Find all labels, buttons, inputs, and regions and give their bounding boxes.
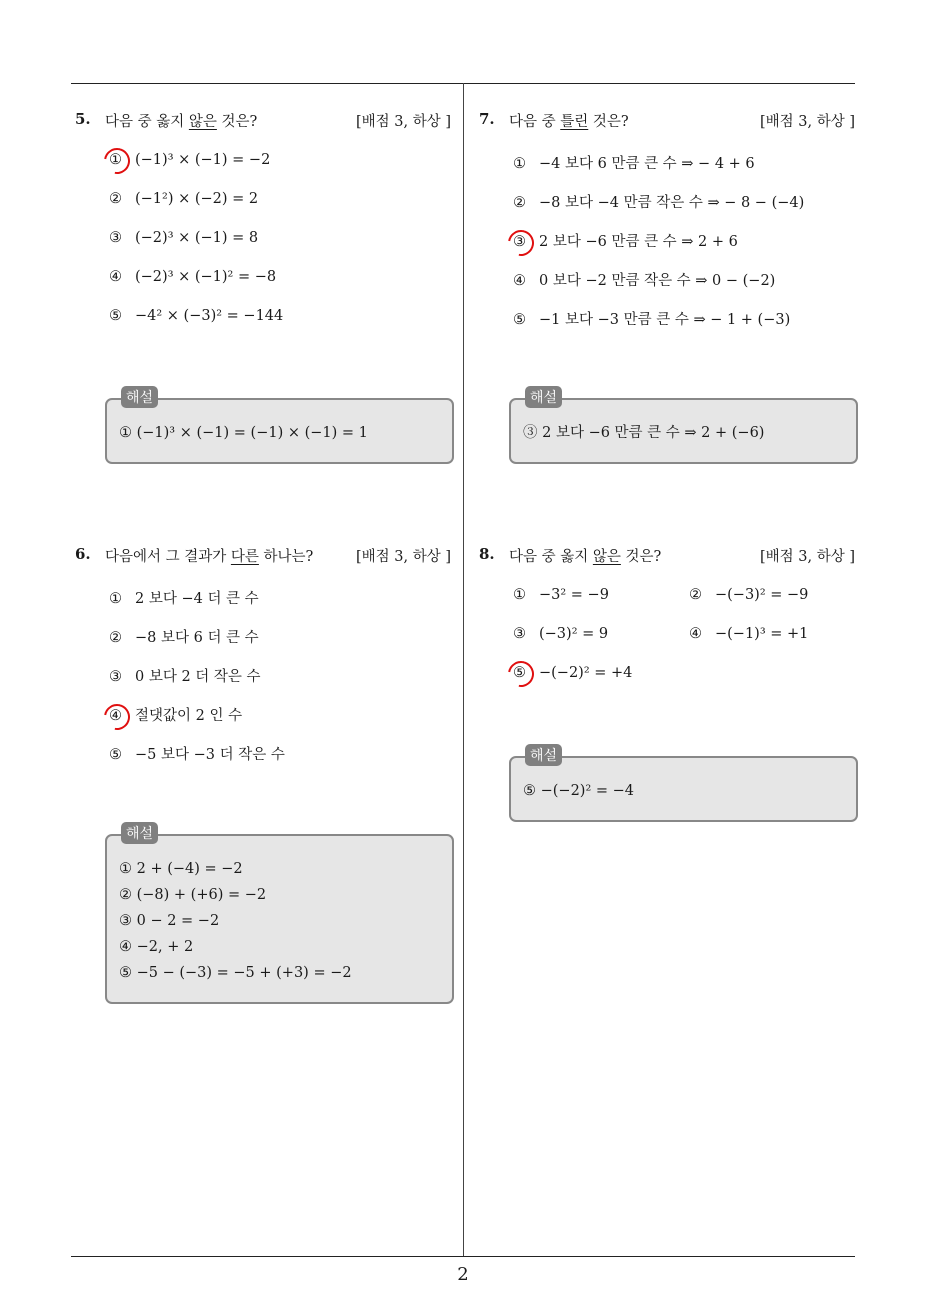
choice-number-glyph: ③: [513, 626, 526, 642]
question-keyword: 다른: [230, 549, 259, 565]
choice-number: [513, 156, 539, 172]
choice-number-glyph: ④: [109, 269, 122, 285]
solution-label: 해설: [525, 386, 562, 408]
choice-option[interactable]: [109, 191, 258, 207]
question-text: [105, 110, 257, 131]
choice-number-glyph: ④: [513, 273, 526, 289]
choice-option[interactable]: [689, 626, 808, 642]
choice-text: (−3)² = 9: [539, 626, 609, 642]
solution-box: [509, 748, 858, 822]
choice-option[interactable]: [109, 230, 258, 246]
choice-number: [109, 747, 135, 763]
problem-header: [75, 545, 457, 569]
choice-text: −(−2)² = +4: [539, 665, 633, 681]
solution-line: ① (−1)³ × (−1) = (−1) × (−1) = 1: [119, 425, 368, 441]
problem-number: 8.: [479, 545, 495, 563]
question-text: [105, 545, 313, 566]
question-text-pre: 다음 중 옳지: [509, 549, 593, 565]
choice-number-glyph: ②: [513, 195, 526, 211]
choice-option[interactable]: [513, 191, 804, 212]
question-text-pre: 다음에서 그 결과가: [105, 549, 231, 565]
choice-number-glyph: ⑤: [513, 665, 526, 681]
question-text-post: 것은?: [216, 114, 258, 130]
choice-option[interactable]: [109, 308, 283, 324]
choice-number: [109, 591, 135, 607]
solution-box: [105, 390, 454, 464]
choice-number: [109, 269, 135, 285]
problem-header: [479, 545, 861, 569]
answer-circle-mark: [99, 699, 135, 735]
choice-number: [513, 273, 539, 289]
choice-text: (−2)³ × (−1) = 8: [135, 230, 259, 246]
choice-option[interactable]: [109, 704, 242, 725]
column-divider: [463, 83, 464, 1257]
question-keyword: 틀린: [560, 114, 589, 130]
choice-number: [513, 626, 539, 642]
choice-text: 2 보다 −4 더 큰 수: [135, 591, 259, 607]
question-text-post: 하나는?: [258, 549, 314, 565]
choice-text: 2 보다 −6 만큼 큰 수 ⇒ 2 + 6: [539, 234, 738, 250]
choice-number-glyph: ⑤: [109, 747, 122, 763]
choice-number-glyph: ①: [513, 156, 526, 172]
choice-option[interactable]: [109, 152, 270, 168]
choice-option[interactable]: [109, 743, 285, 764]
solution-line: ① 2 + (−4) = −2: [119, 861, 243, 877]
choice-option[interactable]: [109, 587, 259, 608]
solution-content: [511, 400, 856, 456]
choice-number: [109, 630, 135, 646]
score-label: [배점 3, 하상 ]: [355, 549, 451, 565]
choice-number-glyph: ③: [109, 230, 122, 246]
choice-option[interactable]: [513, 152, 755, 173]
choice-text: −4 보다 6 만큼 큰 수 ⇒ − 4 + 6: [539, 156, 755, 172]
choice-number-glyph: ②: [689, 587, 702, 603]
choice-text: −(−1)³ = +1: [715, 626, 809, 642]
choice-option[interactable]: [109, 269, 276, 285]
choice-option[interactable]: [109, 665, 261, 686]
choice-text: (−1)³ × (−1) = −2: [135, 152, 271, 168]
choice-option[interactable]: [513, 269, 775, 290]
solution-box: [105, 826, 454, 1004]
question-text-pre: 다음 중 옳지: [105, 114, 189, 130]
solution-content: [107, 400, 452, 456]
page-number: 2: [457, 1264, 469, 1285]
choice-number-glyph: ③: [109, 669, 122, 685]
choice-number-glyph: ④: [689, 626, 702, 642]
score-label: [배점 3, 하상 ]: [759, 549, 855, 565]
choice-text: −4² × (−3)² = −144: [135, 308, 284, 324]
solution-box: [509, 390, 858, 464]
choice-text: (−2)³ × (−1)² = −8: [135, 269, 277, 285]
problem-5: [75, 110, 457, 550]
choice-number: [513, 195, 539, 211]
choice-option[interactable]: [513, 587, 609, 603]
choice-number-glyph: ①: [109, 152, 122, 168]
answer-circle-mark: [503, 656, 539, 692]
score-label: [배점 3, 하상 ]: [355, 114, 451, 130]
score-label: [배점 3, 하상 ]: [759, 114, 855, 130]
choice-number: [109, 152, 135, 168]
choice-option[interactable]: [513, 308, 790, 329]
choice-text: −8 보다 −4 만큼 작은 수 ⇒ − 8 − (−4): [539, 195, 805, 211]
choice-number: [109, 708, 135, 724]
bottom-rule: [71, 1256, 855, 1257]
question-text-pre: 다음 중: [509, 114, 561, 130]
choice-number: [513, 665, 539, 681]
answer-circle-mark: [503, 225, 539, 261]
choice-number: [513, 587, 539, 603]
choice-number-glyph: ②: [109, 630, 122, 646]
choice-number-glyph: ①: [513, 587, 526, 603]
solution-content: [107, 836, 452, 996]
solution-label: 해설: [121, 386, 158, 408]
choice-number: [109, 191, 135, 207]
solution-line: ⑤ −5 − (−3) = −5 + (+3) = −2: [119, 965, 352, 981]
problem-header: [75, 110, 457, 134]
choice-text: −3² = −9: [539, 587, 609, 603]
choice-option[interactable]: [689, 587, 808, 603]
choice-number: [109, 230, 135, 246]
problem-8: [479, 545, 861, 985]
problem-6: [75, 545, 457, 985]
choice-option[interactable]: [513, 626, 608, 642]
choice-text: −8 보다 6 더 큰 수: [135, 630, 259, 646]
solution-label: 해설: [121, 822, 158, 844]
choice-option[interactable]: [109, 626, 259, 647]
choice-number: [513, 312, 539, 328]
problem-number: 6.: [75, 545, 91, 563]
choice-option[interactable]: [513, 230, 738, 251]
choice-number-glyph: ⑤: [109, 308, 122, 324]
choice-number-glyph: ⑤: [513, 312, 526, 328]
question-text-post: 것은?: [588, 114, 629, 130]
choice-text: −(−3)² = −9: [715, 587, 809, 603]
choice-text: (−1²) × (−2) = 2: [135, 191, 259, 207]
choice-number: [689, 587, 715, 603]
solution-content: [511, 758, 856, 814]
problem-number: 5.: [75, 110, 91, 128]
question-text-post: 것은?: [620, 549, 662, 565]
choice-number: [109, 308, 135, 324]
question-keyword: 않은: [188, 114, 217, 130]
solution-line: ④ −2, + 2: [119, 939, 194, 955]
choice-number-glyph: ④: [109, 708, 122, 724]
choice-number: [513, 234, 539, 250]
question-text: [509, 110, 629, 131]
question-keyword: 않은: [592, 549, 621, 565]
solution-line: ③ 2 보다 −6 만큼 큰 수 ⇒ 2 + (−6): [523, 425, 765, 441]
choice-text: 절댓값이 2 인 수: [135, 708, 243, 724]
answer-circle-mark: [99, 143, 135, 179]
choice-option[interactable]: [513, 665, 632, 681]
solution-line: ⑤ −(−2)² = −4: [523, 783, 635, 799]
solution-label: 해설: [525, 744, 562, 766]
problem-7: [479, 110, 861, 550]
choice-text: −1 보다 −3 만큼 큰 수 ⇒ − 1 + (−3): [539, 312, 791, 328]
question-text: [509, 545, 661, 566]
solution-line: ③ 0 − 2 = −2: [119, 913, 220, 929]
choice-text: 0 보다 −2 만큼 작은 수 ⇒ 0 − (−2): [539, 273, 776, 289]
choice-number: [109, 669, 135, 685]
choice-number: [689, 626, 715, 642]
problem-number: 7.: [479, 110, 495, 128]
choice-text: 0 보다 2 더 작은 수: [135, 669, 261, 685]
solution-line: ② (−8) + (+6) = −2: [119, 887, 267, 903]
choice-number-glyph: ③: [513, 234, 526, 250]
choice-number-glyph: ①: [109, 591, 122, 607]
problem-header: [479, 110, 861, 134]
choice-number-glyph: ②: [109, 191, 122, 207]
choice-text: −5 보다 −3 더 작은 수: [135, 747, 285, 763]
